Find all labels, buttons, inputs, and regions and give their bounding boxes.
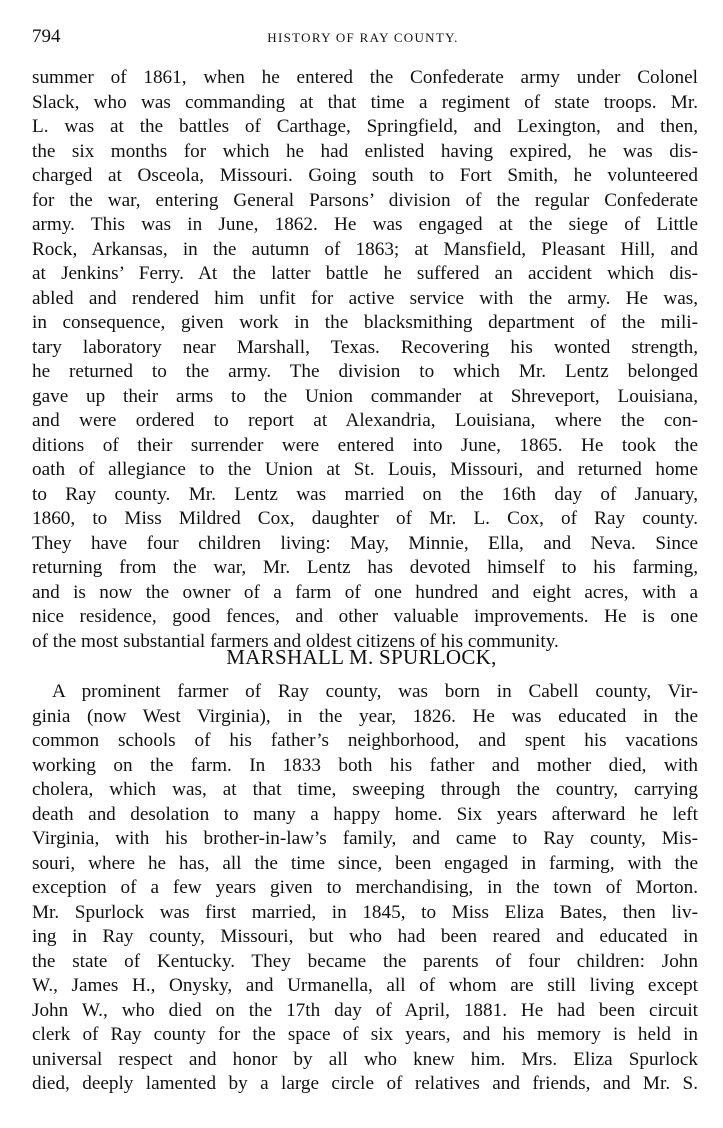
text-line: ditions of their surrender were entered into June, 1865. He took the (32, 434, 698, 456)
text-line: in consequence, given work in the blacksmithing department of the mili- (32, 312, 698, 333)
text-line: tary laboratory near Marshall, Texas. Recovering his wonted strength, (32, 336, 698, 358)
text-line: abled and rendered him unfit for active service with the army. He was, (32, 287, 698, 309)
text-line: working on the farm. In 1833 both his father and mother died, with (32, 754, 698, 776)
text-line: he returned to the army. The division to which Mr. Lentz belonged (32, 361, 698, 382)
text-line: cholera, which was, at that time, sweeping through the country, carrying (32, 779, 698, 800)
text-line: Rock, Arkansas, in the autumn of 1863; at Mansfield, Pleasant Hill, and (32, 238, 698, 260)
text-line: exception of a few years given to merchandising, in the town of Morton. (32, 877, 698, 898)
section-title: MARSHALL M. SPURLOCK, (226, 645, 497, 669)
text-line: L. was at the battles of Carthage, Springfield, and Lexington, and then, (32, 116, 698, 137)
text-line: summer of 1861, when he entered the Confederate army under Colonel (32, 67, 698, 88)
text-line: to Ray county. Mr. Lentz was married on the 16th day of January, (32, 483, 698, 505)
text-line: ing in Ray county, Missouri, but who had been reared and educated in (32, 926, 698, 947)
text-line: for the war, entering General Parsons’ division of the regular Confederate (32, 189, 698, 211)
text-line: died, deeply lamented by a large circle of relatives and friends, and Mr. S. (32, 1073, 698, 1094)
text-line: and is now the owner of a farm of one hundred and eight acres, with a (32, 581, 698, 603)
text-line: W., James H., Onysky, and Urmanella, all of whom are still living except (32, 975, 698, 996)
text-line: at Jenkins’ Ferry. At the latter battle he suffered an accident which dis- (32, 263, 698, 284)
text-line: 1860, to Miss Mildred Cox, daughter of Mr. L. Cox, of Ray county. (32, 508, 698, 529)
text-line: Mr. Spurlock was first married, in 1845, to Miss Eliza Bates, then liv- (32, 901, 698, 923)
text-line: charged at Osceola, Missouri. Going south to Fort Smith, he volunteered (32, 165, 698, 186)
text-line: Virginia, with his brother-in-law’s family, and came to Ray county, Mis- (32, 828, 698, 849)
text-line: They have four children living: May, Minnie, Ella, and Neva. Since (32, 532, 698, 554)
text-line: Slack, who was commanding at that time a regiment of state troops. Mr. (32, 91, 698, 113)
text-line: of the most substantial farmers and oldest citizens of his community. (32, 630, 559, 652)
text-line: clerk of Ray county for the space of six years, and his memory is held in (32, 1024, 698, 1045)
text-line: John W., who died on the 17th day of April, 1881. He had been circuit (32, 999, 698, 1021)
running-head: HISTORY OF RAY COUNTY. (267, 30, 459, 45)
text-line: returning from the war, Mr. Lentz has devoted himself to his farming, (32, 557, 698, 578)
text-line: army. This was in June, 1862. He was engaged at the siege of Little (32, 214, 698, 235)
paragraph-lentz-biography (32, 66, 698, 654)
text-line: gave up their arms to the Union commander at Shreveport, Louisiana, (32, 385, 698, 407)
text-line: universal respect and honor by all who knew him. Mrs. Eliza Spurlock (32, 1048, 698, 1070)
text-line: common schools of his father’s neighborhood, and spent his vacations (32, 730, 698, 751)
page-header (32, 26, 694, 50)
text-line: nice residence, good fences, and other valuable improvements. He is one (32, 606, 698, 627)
text-line: the state of Kentucky. They became the parents of four children: John (32, 950, 698, 972)
text-line: death and desolation to many a happy home. Six years afterward he left (32, 803, 698, 825)
text-line: A prominent farmer of Ray county, was born in Cabell county, Vir- (52, 681, 698, 702)
page-number: 794 (32, 26, 61, 47)
text-line: the six months for which he had enlisted having expired, he was dis- (32, 140, 698, 162)
paragraph-spurlock-biography (32, 680, 698, 1097)
text-line: oath of allegiance to the Union at St. Louis, Missouri, and returned home (32, 459, 698, 480)
text-line: souri, where he has, all the time since, been engaged in farming, with the (32, 852, 698, 874)
text-line: and were ordered to report at Alexandria, Louisiana, where the con- (32, 410, 698, 431)
text-line: ginia (now West Virginia), in the year, 1826. He was educated in the (32, 705, 698, 727)
